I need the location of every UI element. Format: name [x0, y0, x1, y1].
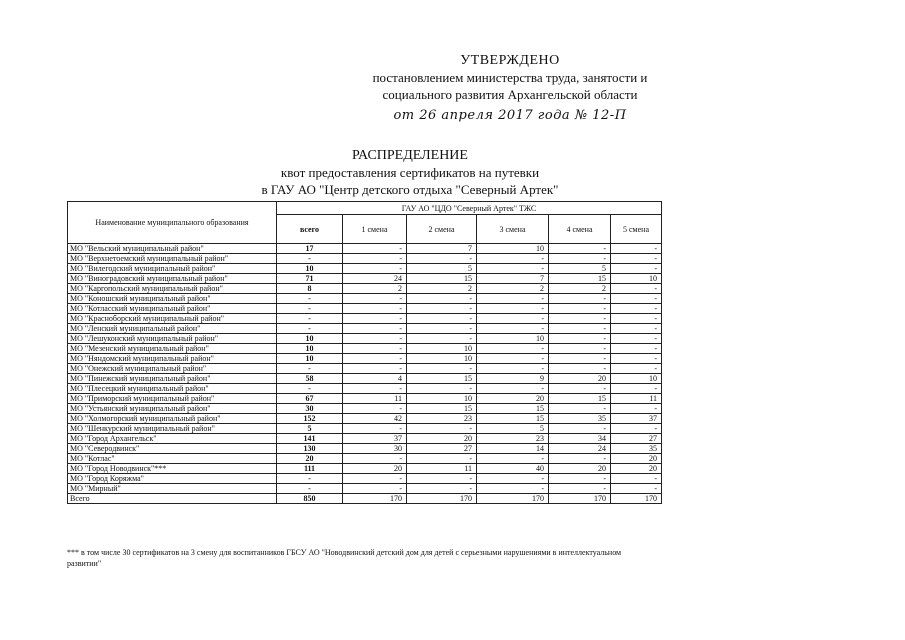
municipality-name: МО "Пинежский муниципальный район": [68, 374, 277, 384]
column-header-shift-5: 5 смена: [611, 215, 662, 244]
shift-4-cell: -: [549, 364, 611, 374]
total-cell: 10: [277, 344, 343, 354]
municipality-name: МО "Виноградовский муниципальный район": [68, 274, 277, 284]
shift-5-cell: 37: [611, 414, 662, 424]
shift-3-cell: 5: [477, 424, 549, 434]
municipality-name: МО "Устьянский муниципальный район": [68, 404, 277, 414]
shift-2-cell: 170: [407, 494, 477, 504]
shift-2-cell: -: [407, 324, 477, 334]
shift-3-cell: 23: [477, 434, 549, 444]
shift-1-cell: 11: [343, 394, 407, 404]
municipality-name: Всего: [68, 494, 277, 504]
shift-4-cell: -: [549, 294, 611, 304]
footnote: *** в том числе 30 сертификатов на 3 смену для воспитанников ГБСУ АО "Новодвинский детский дом для детей с серьезными нарушениями в интеллектуальном развитии": [67, 548, 622, 568]
shift-4-cell: 170: [549, 494, 611, 504]
table-row: [68, 294, 662, 304]
approval-line-2: постановлением министерства труда, занятости и: [372, 70, 648, 85]
municipality-name: МО "Лешуконский муниципальный район": [68, 334, 277, 344]
shift-2-cell: -: [407, 254, 477, 264]
shift-5-cell: -: [611, 244, 662, 254]
column-header-shift-3: 3 смена: [477, 215, 549, 244]
approval-block: [360, 52, 660, 124]
total-cell: -: [277, 294, 343, 304]
shift-5-cell: -: [611, 304, 662, 314]
shift-2-cell: 23: [407, 414, 477, 424]
municipality-name: МО "Няндомский муниципальный район": [68, 354, 277, 364]
shift-3-cell: 2: [477, 284, 549, 294]
shift-1-cell: -: [343, 354, 407, 364]
name-column-header: Наименование муниципального образования: [68, 202, 277, 244]
shift-4-cell: 34: [549, 434, 611, 444]
shift-5-cell: 10: [611, 374, 662, 384]
total-cell: 58: [277, 374, 343, 384]
municipality-name: МО "Мезенский муниципальный район": [68, 344, 277, 354]
shift-5-cell: 27: [611, 434, 662, 444]
shift-5-cell: 11: [611, 394, 662, 404]
municipality-name: МО "Город Коряжма": [68, 474, 277, 484]
municipality-name: МО "Мирный": [68, 484, 277, 494]
shift-3-cell: -: [477, 294, 549, 304]
column-header-shift-4: 4 смена: [549, 215, 611, 244]
shift-2-cell: -: [407, 484, 477, 494]
shift-3-cell: 7: [477, 274, 549, 284]
shift-4-cell: -: [549, 344, 611, 354]
shift-3-cell: -: [477, 254, 549, 264]
municipality-name: МО "Плесецкий муниципальный район": [68, 384, 277, 394]
shift-4-cell: -: [549, 324, 611, 334]
shift-3-cell: -: [477, 364, 549, 374]
shift-3-cell: 170: [477, 494, 549, 504]
shift-5-cell: -: [611, 354, 662, 364]
shift-3-cell: -: [477, 324, 549, 334]
shift-5-cell: 10: [611, 274, 662, 284]
shift-1-cell: 37: [343, 434, 407, 444]
shift-5-cell: 170: [611, 494, 662, 504]
shift-1-cell: -: [343, 314, 407, 324]
table-row: [68, 364, 662, 374]
column-header-shift-1: 1 смена: [343, 215, 407, 244]
shift-4-cell: -: [549, 254, 611, 264]
municipality-name: МО "Ленский муниципальный район": [68, 324, 277, 334]
table-row: [68, 374, 662, 384]
table-row: [68, 274, 662, 284]
shift-2-cell: -: [407, 474, 477, 484]
shift-3-cell: 14: [477, 444, 549, 454]
shift-1-cell: -: [343, 404, 407, 414]
shift-2-cell: -: [407, 334, 477, 344]
shift-2-cell: -: [407, 384, 477, 394]
shift-2-cell: 5: [407, 264, 477, 274]
municipality-name: МО "Каргопольский муниципальный район": [68, 284, 277, 294]
table-row: [68, 334, 662, 344]
table-row: [68, 464, 662, 474]
municipality-name: МО "Приморский муниципальный район": [68, 394, 277, 404]
municipality-name: МО "Коношский муниципальный район": [68, 294, 277, 304]
shift-1-cell: 20: [343, 464, 407, 474]
total-cell: -: [277, 384, 343, 394]
municipality-name: МО "Красноборский муниципальный район": [68, 314, 277, 324]
approval-handwritten-date: от 26 апреля 2017 года № 12-П: [393, 108, 627, 123]
column-header-shift-2: 2 смена: [407, 215, 477, 244]
total-cell: 10: [277, 334, 343, 344]
shift-1-cell: -: [343, 254, 407, 264]
shift-3-cell: -: [477, 474, 549, 484]
total-cell: 71: [277, 274, 343, 284]
total-cell: 67: [277, 394, 343, 404]
shift-2-cell: 7: [407, 244, 477, 254]
municipality-name: МО "Город Архангельск": [68, 434, 277, 444]
shift-1-cell: -: [343, 344, 407, 354]
shift-5-cell: -: [611, 484, 662, 494]
group-header: ГАУ АО "ЦДО "Северный Артек" ТЖС: [277, 202, 662, 215]
shift-1-cell: -: [343, 294, 407, 304]
shift-4-cell: -: [549, 354, 611, 364]
shift-5-cell: -: [611, 264, 662, 274]
shift-1-cell: -: [343, 304, 407, 314]
shift-1-cell: 42: [343, 414, 407, 424]
municipality-name: МО "Город Новодвинск"***: [68, 464, 277, 474]
shift-3-cell: -: [477, 314, 549, 324]
municipality-name: МО "Северодвинск": [68, 444, 277, 454]
table-row: [68, 314, 662, 324]
shift-1-cell: -: [343, 324, 407, 334]
shift-1-cell: -: [343, 484, 407, 494]
title-line-3: в ГАУ АО "Центр детского отдыха "Северный Артек": [261, 182, 559, 197]
shift-5-cell: -: [611, 254, 662, 264]
table-row: [68, 434, 662, 444]
total-cell: -: [277, 364, 343, 374]
table-row: [68, 414, 662, 424]
total-cell: 10: [277, 264, 343, 274]
shift-4-cell: -: [549, 474, 611, 484]
shift-3-cell: 40: [477, 464, 549, 474]
table-row: [68, 404, 662, 414]
shift-2-cell: 2: [407, 284, 477, 294]
shift-4-cell: -: [549, 484, 611, 494]
total-cell: 141: [277, 434, 343, 444]
shift-3-cell: -: [477, 344, 549, 354]
shift-2-cell: -: [407, 304, 477, 314]
shift-3-cell: 15: [477, 404, 549, 414]
title-line-1: РАСПРЕДЕЛЕНИЕ: [352, 148, 468, 163]
total-cell: 152: [277, 414, 343, 424]
shift-5-cell: -: [611, 324, 662, 334]
shift-5-cell: -: [611, 314, 662, 324]
municipality-name: МО "Шенкурский муниципальный район": [68, 424, 277, 434]
shift-1-cell: 24: [343, 274, 407, 284]
table-row: [68, 424, 662, 434]
shift-3-cell: 20: [477, 394, 549, 404]
shift-4-cell: 5: [549, 264, 611, 274]
shift-4-cell: 20: [549, 464, 611, 474]
shift-3-cell: 9: [477, 374, 549, 384]
table-row: [68, 254, 662, 264]
shift-4-cell: -: [549, 404, 611, 414]
document-title: [200, 147, 620, 198]
shift-1-cell: -: [343, 334, 407, 344]
shift-2-cell: 15: [407, 404, 477, 414]
shift-5-cell: -: [611, 384, 662, 394]
municipality-name: МО "Холмогорский муниципальный район": [68, 414, 277, 424]
shift-4-cell: 15: [549, 274, 611, 284]
shift-2-cell: 10: [407, 344, 477, 354]
shift-3-cell: -: [477, 354, 549, 364]
shift-1-cell: -: [343, 364, 407, 374]
shift-2-cell: -: [407, 294, 477, 304]
shift-4-cell: -: [549, 304, 611, 314]
shift-3-cell: -: [477, 264, 549, 274]
table-row: [68, 484, 662, 494]
shift-1-cell: 2: [343, 284, 407, 294]
shift-3-cell: -: [477, 484, 549, 494]
shift-4-cell: -: [549, 384, 611, 394]
table-row: [68, 354, 662, 364]
shift-2-cell: -: [407, 424, 477, 434]
table-row: [68, 454, 662, 464]
shift-4-cell: -: [549, 334, 611, 344]
table-row: [68, 384, 662, 394]
quota-table: [67, 201, 662, 504]
approval-line-3: социального развития Архангельской области: [382, 87, 638, 102]
shift-5-cell: -: [611, 364, 662, 374]
table-row: [68, 394, 662, 404]
total-cell: 130: [277, 444, 343, 454]
shift-1-cell: 170: [343, 494, 407, 504]
shift-2-cell: -: [407, 454, 477, 464]
total-cell: 30: [277, 404, 343, 414]
shift-1-cell: -: [343, 424, 407, 434]
total-cell: -: [277, 254, 343, 264]
shift-1-cell: 30: [343, 444, 407, 454]
total-cell: 20: [277, 454, 343, 464]
table-row: [68, 444, 662, 454]
total-cell: -: [277, 324, 343, 334]
total-cell: 5: [277, 424, 343, 434]
municipality-name: МО "Котлас": [68, 454, 277, 464]
shift-2-cell: 15: [407, 274, 477, 284]
shift-5-cell: -: [611, 294, 662, 304]
shift-1-cell: -: [343, 264, 407, 274]
shift-2-cell: -: [407, 364, 477, 374]
municipality-name: МО "Вельский муниципальный район": [68, 244, 277, 254]
shift-2-cell: 27: [407, 444, 477, 454]
table-row: [68, 264, 662, 274]
shift-1-cell: -: [343, 454, 407, 464]
shift-2-cell: 15: [407, 374, 477, 384]
shift-4-cell: 2: [549, 284, 611, 294]
shift-5-cell: -: [611, 474, 662, 484]
table-row: [68, 324, 662, 334]
total-cell: 111: [277, 464, 343, 474]
shift-3-cell: -: [477, 384, 549, 394]
table-row: [68, 474, 662, 484]
column-header-total: всего: [277, 215, 343, 244]
shift-1-cell: -: [343, 244, 407, 254]
shift-4-cell: 20: [549, 374, 611, 384]
shift-5-cell: -: [611, 334, 662, 344]
total-cell: 8: [277, 284, 343, 294]
shift-5-cell: -: [611, 344, 662, 354]
total-cell: 17: [277, 244, 343, 254]
shift-5-cell: -: [611, 284, 662, 294]
shift-1-cell: -: [343, 474, 407, 484]
total-cell: 10: [277, 354, 343, 364]
total-cell: -: [277, 474, 343, 484]
shift-4-cell: 15: [549, 394, 611, 404]
table-row: [68, 494, 662, 504]
title-line-2: квот предоставления сертификатов на путевки: [280, 165, 540, 180]
municipality-name: МО "Верхнетоемский муниципальный район": [68, 254, 277, 264]
table-row: [68, 304, 662, 314]
municipality-name: МО "Вилегодский муниципальный район": [68, 264, 277, 274]
shift-1-cell: -: [343, 384, 407, 394]
shift-4-cell: 24: [549, 444, 611, 454]
shift-1-cell: 4: [343, 374, 407, 384]
total-cell: -: [277, 304, 343, 314]
table-row: [68, 344, 662, 354]
municipality-name: МО "Онежский муниципальный район": [68, 364, 277, 374]
shift-5-cell: 35: [611, 444, 662, 454]
shift-2-cell: 10: [407, 354, 477, 364]
approval-heading: УТВЕРЖДЕНО: [460, 53, 560, 68]
shift-5-cell: 20: [611, 454, 662, 464]
shift-3-cell: 10: [477, 244, 549, 254]
total-cell: -: [277, 484, 343, 494]
total-cell: -: [277, 314, 343, 324]
total-cell: 850: [277, 494, 343, 504]
shift-4-cell: -: [549, 244, 611, 254]
table-row: [68, 244, 662, 254]
shift-3-cell: -: [477, 304, 549, 314]
shift-5-cell: 20: [611, 464, 662, 474]
shift-3-cell: 10: [477, 334, 549, 344]
shift-2-cell: 10: [407, 394, 477, 404]
shift-3-cell: -: [477, 454, 549, 464]
table-row: [68, 284, 662, 294]
shift-5-cell: -: [611, 404, 662, 414]
shift-2-cell: 20: [407, 434, 477, 444]
shift-2-cell: 11: [407, 464, 477, 474]
shift-4-cell: -: [549, 454, 611, 464]
shift-5-cell: -: [611, 424, 662, 434]
shift-2-cell: -: [407, 314, 477, 324]
municipality-name: МО "Котласский муниципальный район": [68, 304, 277, 314]
shift-4-cell: -: [549, 314, 611, 324]
shift-4-cell: 35: [549, 414, 611, 424]
shift-3-cell: 15: [477, 414, 549, 424]
shift-4-cell: -: [549, 424, 611, 434]
